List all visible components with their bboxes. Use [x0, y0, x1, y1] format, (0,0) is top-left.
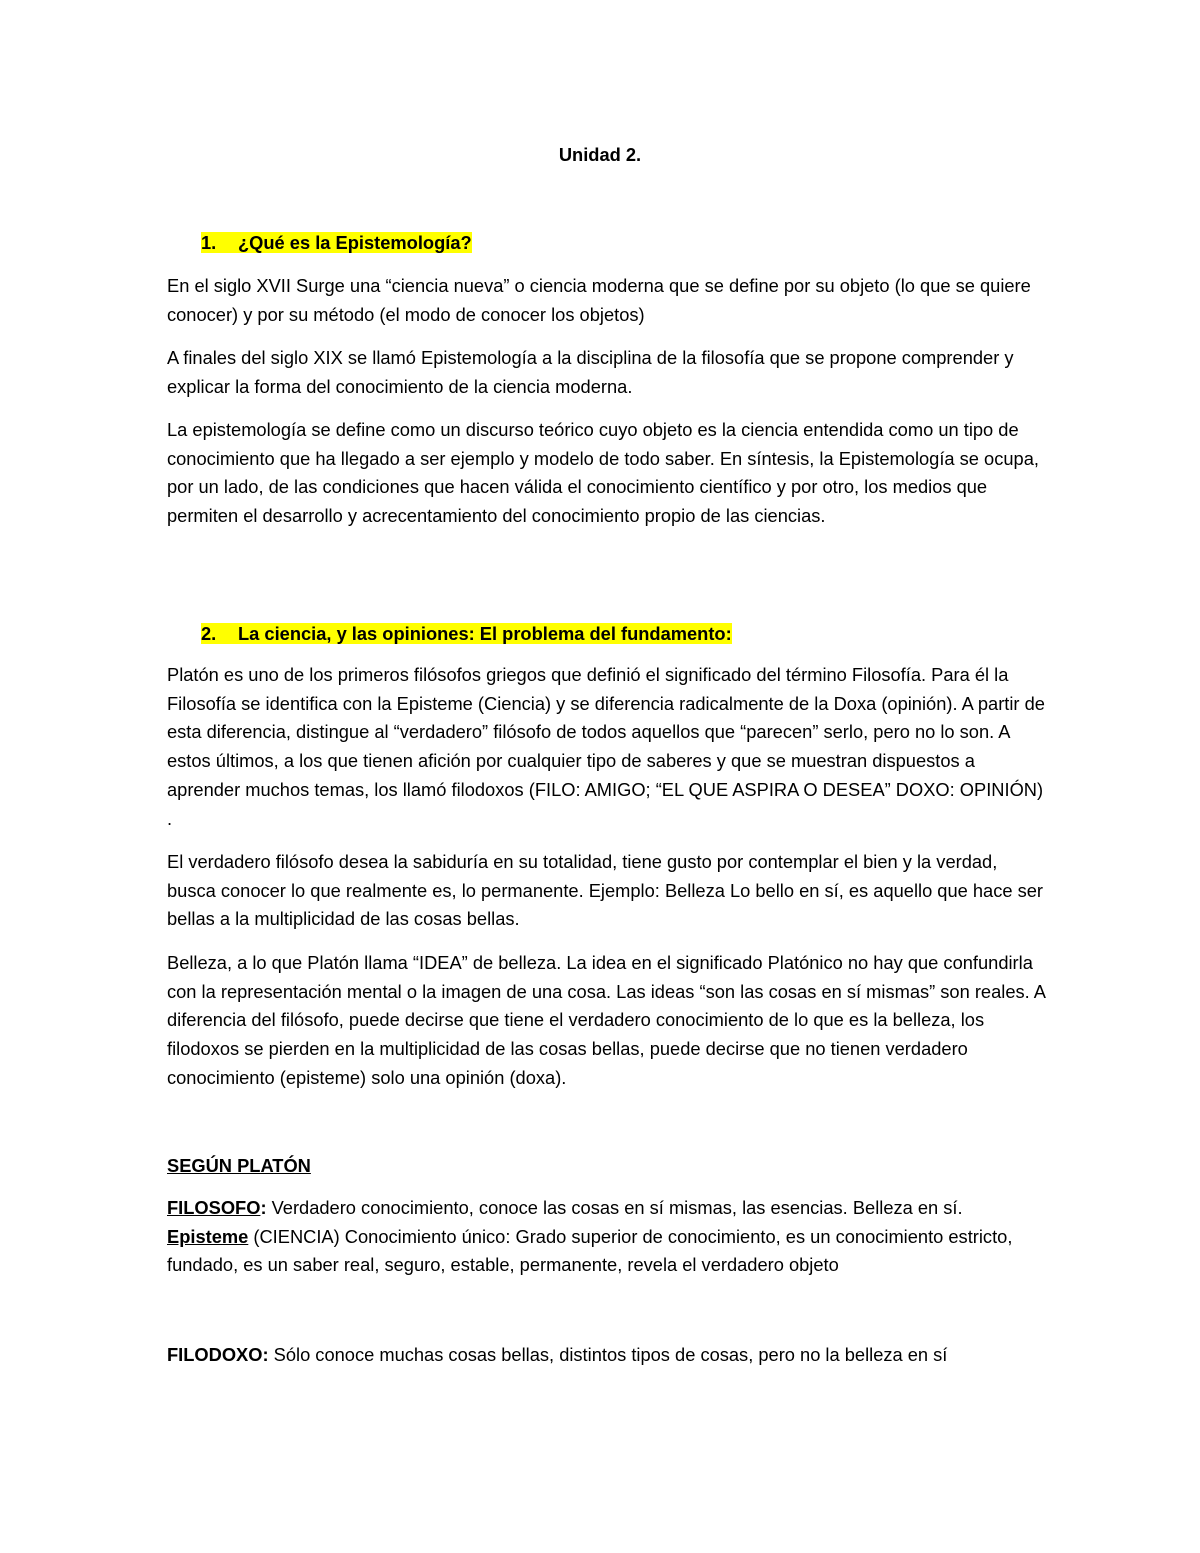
segun-platon-title: SEGÚN PLATÓN [167, 1155, 311, 1176]
section-2-paragraph-2: El verdadero filósofo desea la sabiduría en su totalidad, tiene gusto por contemplar el bien y la verdad, busca conocer lo que realmente es, lo permanente. Ejemplo: Belleza Lo bello en sí, es aquello que hace ser bellas a la multiplicidad de las cosas bellas. [167, 851, 1044, 930]
filosofo-term: FILOSOFO [167, 1197, 261, 1218]
section-1-paragraph-2: A finales del siglo XIX se llamó Epistemología a la disciplina de la filosofía que se propone comprender y explicar la forma del conocimiento de la ciencia moderna. [167, 347, 1014, 397]
section-1-paragraph-3: La epistemología se define como un discurso teórico cuyo objeto es la ciencia entendida como un tipo de conocimiento que ha llegado a ser ejemplo y modelo de todo saber. En síntesis, la Epistemología se ocupa, por un lado, de las condiciones que hacen válida el conocimiento científico y por otro, los medios que permiten el desarrollo y acrecentamiento del conocimiento propio de las ciencias. [167, 419, 1039, 527]
section-2-paragraph-1: Platón es uno de los primeros filósofos griegos que definió el significado del término Filosofía. Para él la Filosofía se identifica con la Episteme (Ciencia) y se diferencia radicalmente de la Doxa (opinión). A partir de esta diferencia, distingue al “verdadero” filósofo de todos aquellos que “parecen” serlo, pero no lo son. A estos últimos, a los que tienen afición por cualquier tipo de saberes y que se muestran dispuestos a aprender muchos temas, los llamó filodoxos (FILO: AMIGO; “EL QUE ASPIRA O DESEA” DOXO: OPINIÓN) . [167, 664, 1045, 829]
section-2-heading-text: La ciencia, y las opiniones: El problema del fundamento: [238, 623, 732, 644]
filosofo-definition [167, 1194, 1047, 1280]
section-1-paragraph-1: En el siglo XVII Surge una “ciencia nueva” o ciencia moderna que se define por su objeto (lo que se quiere conocer) y por su método (el modo de conocer los objetos) [167, 275, 1031, 325]
section-1-heading [201, 229, 472, 257]
filosofo-separator: : [260, 1197, 267, 1218]
filodoxo-term: FILODOXO: [167, 1344, 269, 1365]
section-2-highlight [201, 623, 732, 644]
document-title: Unidad 2. [558, 144, 642, 165]
episteme-term: Episteme [167, 1225, 249, 1247]
filodoxo-definition [167, 1341, 1047, 1370]
filodoxo-text: Sólo conoce muchas cosas bellas, distintos tipos de cosas, pero no la belleza en sí [268, 1344, 948, 1365]
section-2-number: 2. [201, 623, 217, 644]
section-2-heading [201, 620, 732, 648]
section-1-highlight [201, 232, 472, 253]
section-1-heading-text: ¿Qué es la Epistemología? [238, 232, 472, 253]
section-2-paragraph-3: Belleza, a lo que Platón llama “IDEA” de belleza. La idea en el significado Platónico no hay que confundirla con la representación mental o la imagen de una cosa. Las ideas “son las cosas en sí mismas” son reales. A diferencia del filósofo, puede decirse que tiene el verdadero conocimiento de lo que es la belleza, los filodoxos se pierden en la multiplicidad de las cosas bellas, puede decirse que no tienen verdadero conocimiento (episteme) solo una opinión (doxa). [167, 952, 1045, 1088]
filosofo-text: Verdadero conocimiento, conoce las cosas en sí mismas, las esencias. Belleza en sí. [266, 1197, 963, 1218]
section-1-number: 1. [201, 232, 217, 253]
episteme-text: (CIENCIA) Conocimiento único: Grado superior de conocimiento, es un conocimiento estricto, fundado, es un saber real, seguro, estable, permanente, revela el verdadero objeto [167, 1225, 1013, 1275]
